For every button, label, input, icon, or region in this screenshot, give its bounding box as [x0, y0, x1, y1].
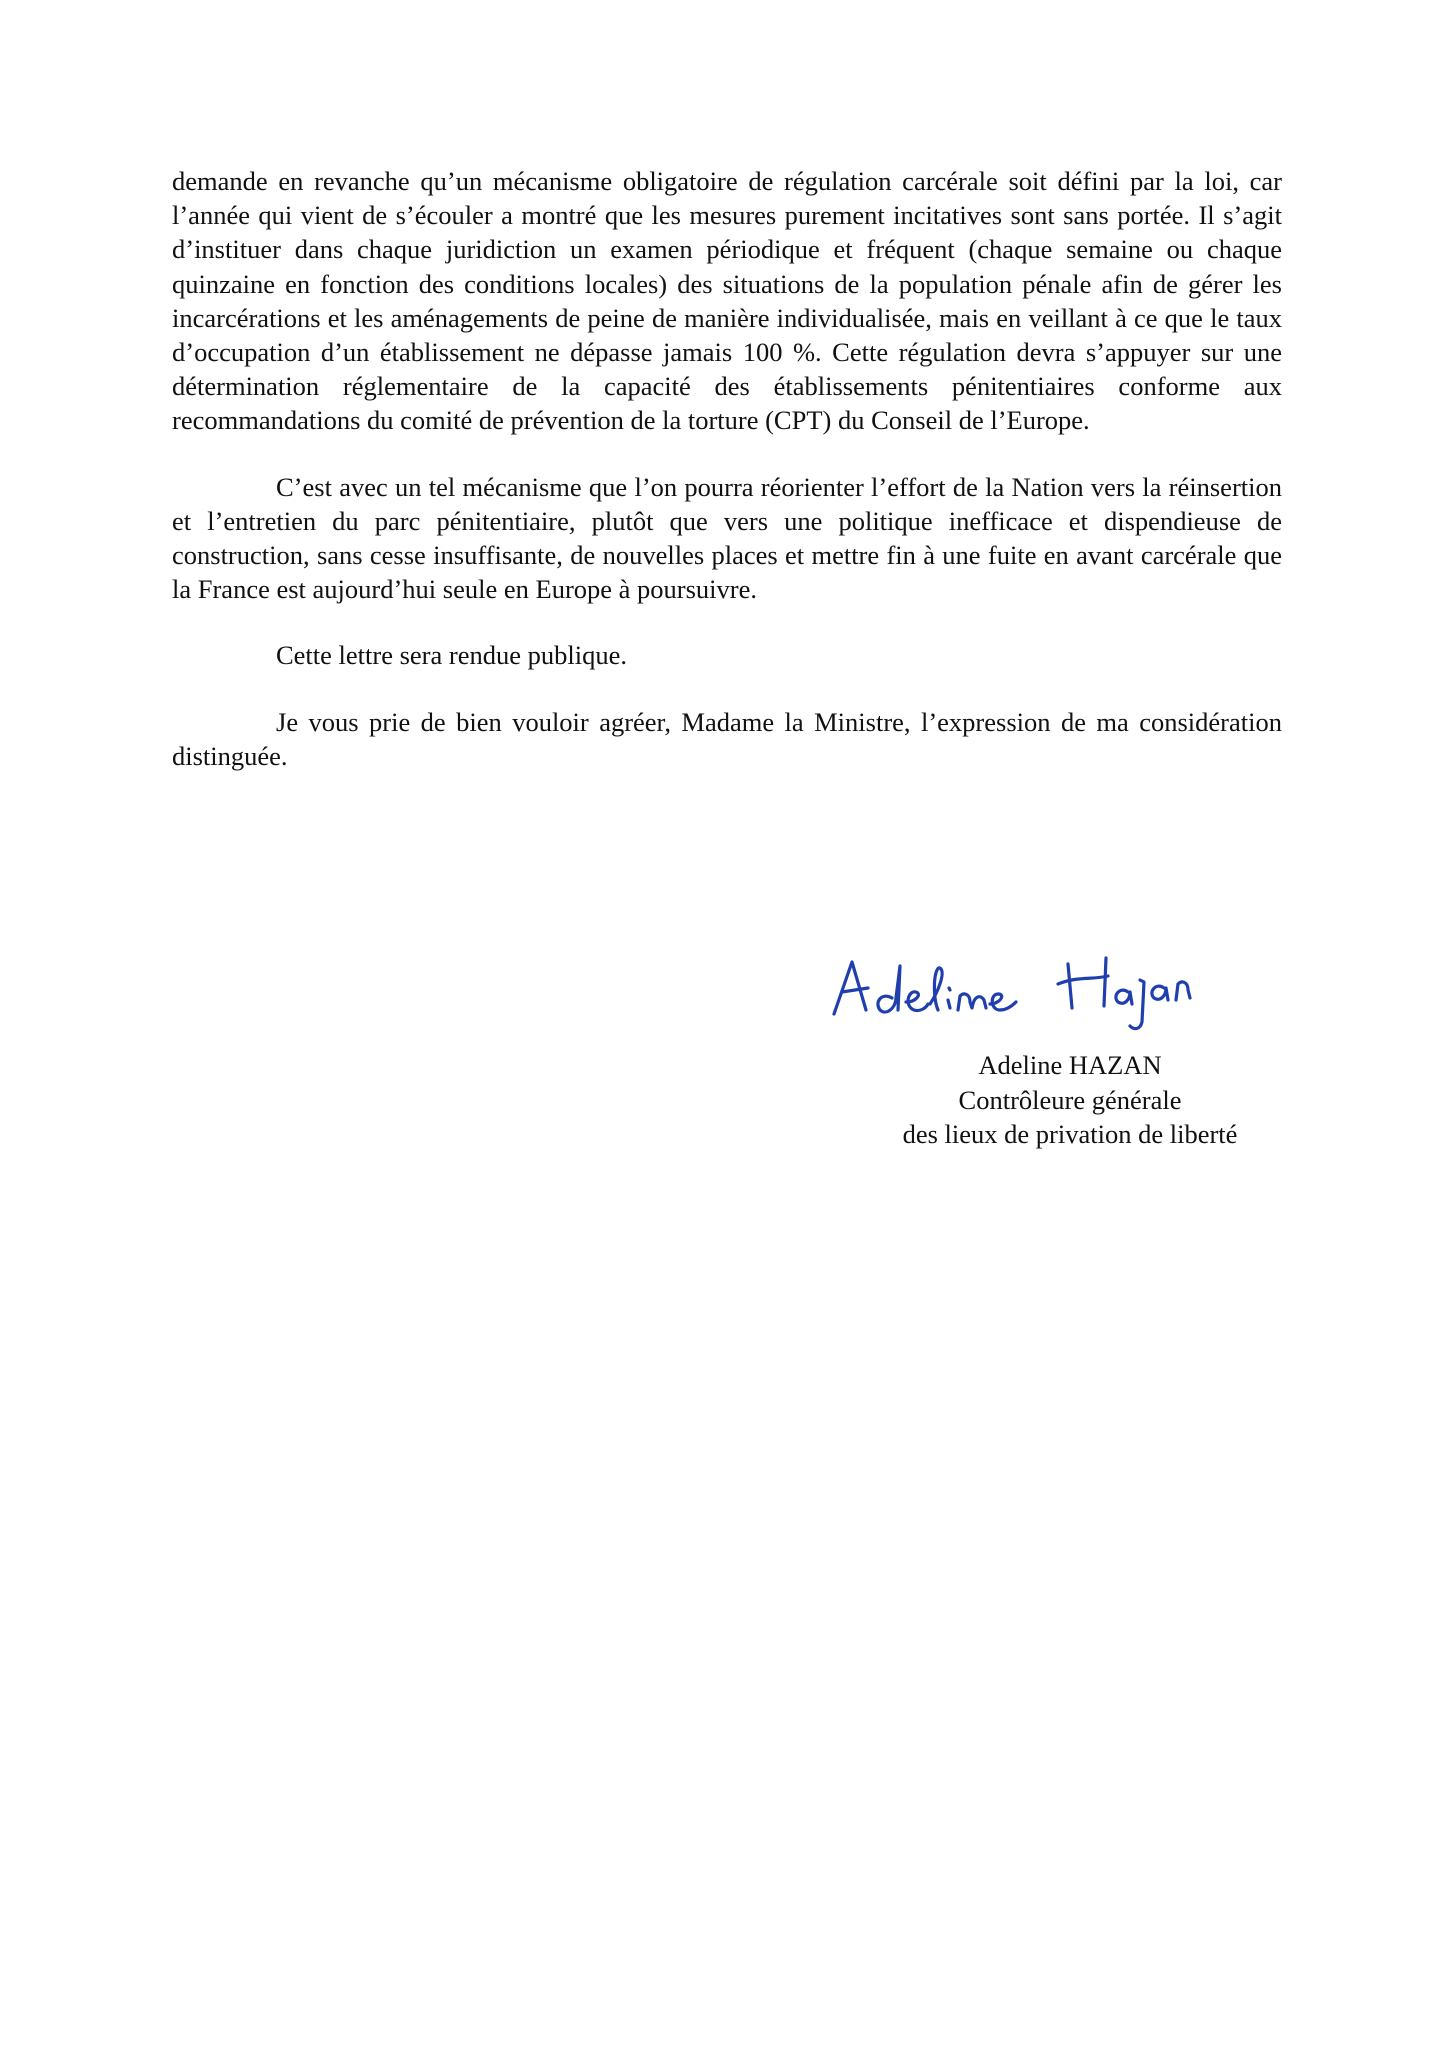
signatory-name: Adeline HAZAN	[978, 1050, 1162, 1080]
paragraph-reorientation: C’est avec un tel mécanisme que l’on pourra réorienter l’effort de la Nation vers la réinsertion et l’entretien du parc pénitentiaire, plutôt que vers une politique inefficace et dispendieuse de construction, sans cesse insuffisante, de nouvelles places et mettre fin à une fuite en avant carcérale que la France est aujourd’hui seule en Europe à poursuivre.	[172, 471, 1282, 605]
signatory-block	[870, 1048, 1270, 1152]
signatory-title: Contrôleure générale	[958, 1084, 1182, 1115]
letter-body	[172, 164, 1282, 773]
paragraph-regulation-mechanism: demande en revanche qu’un mécanisme obligatoire de régulation carcérale soit défini par la loi, car l’année qui vient de s’écouler a montré que les mesures purement incitatives sont sans portée. Il s’agit d’instituer dans chaque juridiction un examen périodique et fréquent (chaque semaine ou chaque quinzaine en fonction des conditions locales) des situations de la population pénale afin de gérer les incarcérations et les aménagements de peine de manière individualisée, mais en veillant à ce que le taux d’occupation d’un établissement ne dépasse jamais 100 %. Cette régulation devra s’appuyer sur une détermination réglementaire de la capacité des établissements pénitentiaires conforme aux recommandations du comité de prévention de la torture (CPT) du Conseil de l’Europe.	[172, 166, 1282, 436]
paragraph-publication-notice: Cette lettre sera rendue publique.	[276, 640, 627, 671]
paragraph-closing-formula: Je vous prie de bien vouloir agréer, Madame la Ministre, l’expression de ma considération distinguée.	[172, 706, 1282, 771]
signatory-institution: des lieux de privation de liberté	[902, 1119, 1238, 1149]
handwritten-signature	[822, 936, 1242, 1036]
